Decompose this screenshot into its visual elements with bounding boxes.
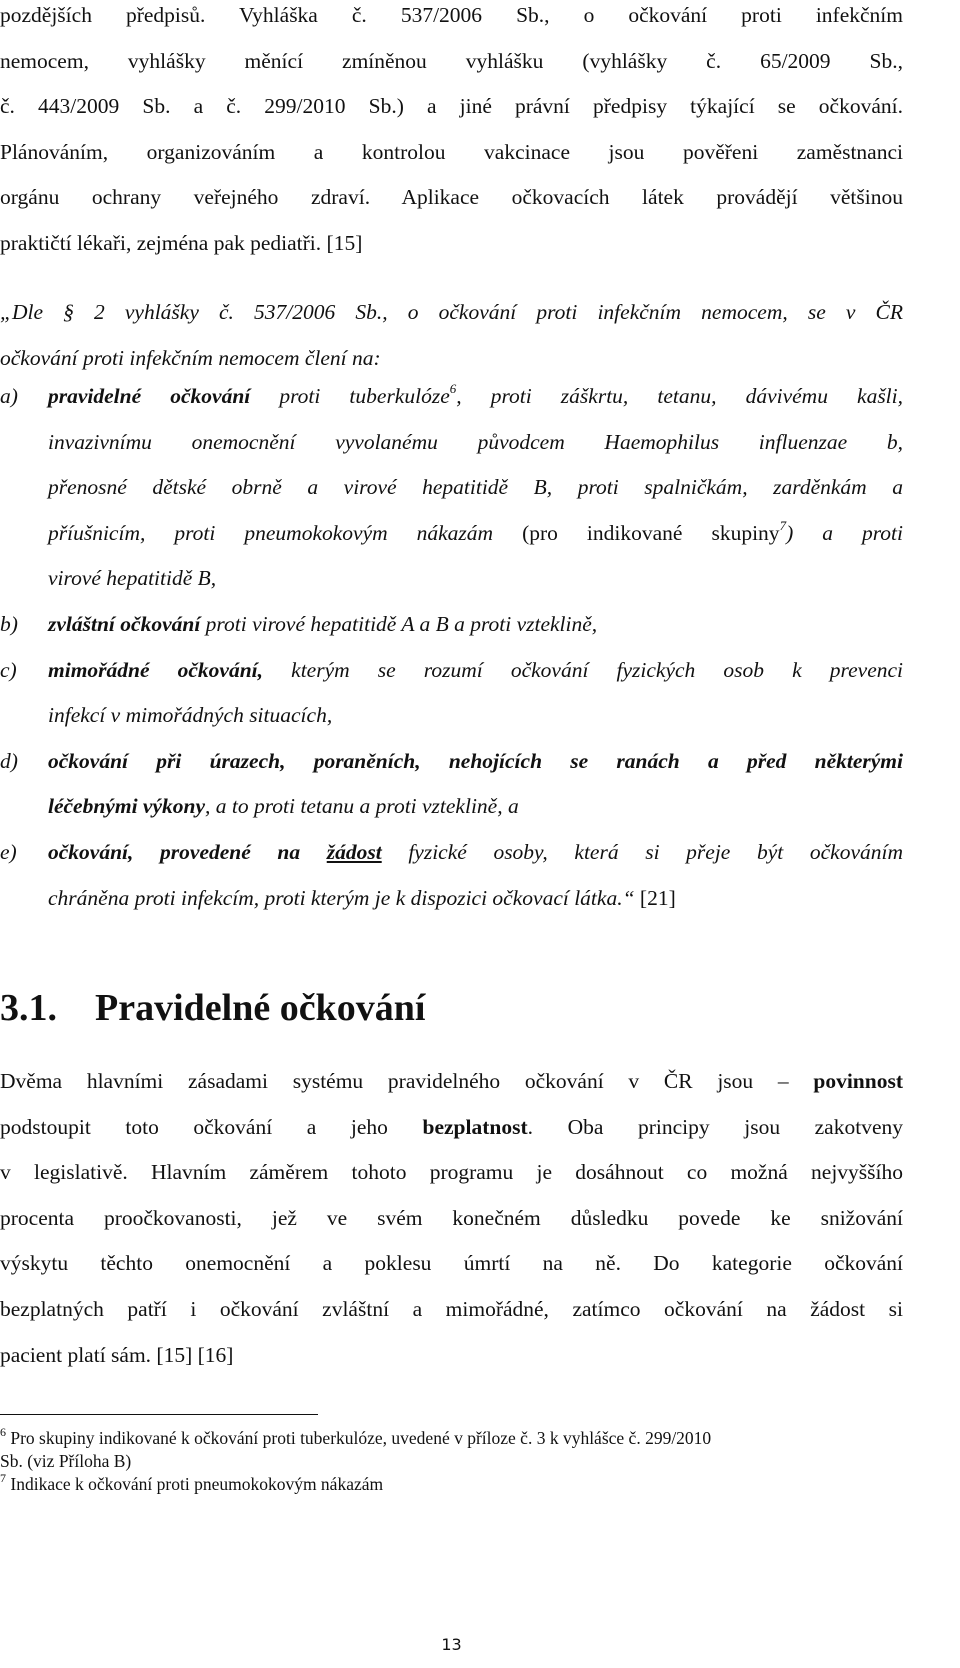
footnote-number: 6 xyxy=(0,1425,6,1440)
intro-line: pozdějších předpisů. Vyhláška č. 537/2006 Sb., o očkování proti infekčním xyxy=(0,3,903,27)
item-text: fyzické osoby, která si přeje být očkováním xyxy=(381,839,903,864)
footnotes xyxy=(0,1427,903,1496)
term-bold: léčebnými výkony xyxy=(48,794,206,819)
footnote-ref: 7 xyxy=(779,517,787,533)
section-heading xyxy=(0,978,425,1038)
footnote-6 xyxy=(0,1427,903,1450)
list-marker: b) xyxy=(0,611,18,636)
list-marker: e) xyxy=(0,839,17,864)
intro-line: orgánu ochrany veřejného zdraví. Aplikace očkovacích látek provádějí většinou xyxy=(0,185,903,210)
body-text: v legislativě. Hlavním záměrem tohoto programu je dosáhnout co možná nejvyššího xyxy=(0,1160,903,1185)
footnote-6-cont: Sb. (viz Příloha B) xyxy=(0,1451,132,1471)
footnote-text: Pro skupiny indikované k očkování proti tuberkulóze, uvedené v příloze č. 3 k vyhlášce č. 299/2010 xyxy=(6,1428,712,1448)
item-text: proti virové hepatitidě A a B a proti vzteklině, xyxy=(200,611,598,636)
vaccination-types-list xyxy=(0,374,903,921)
list-marker: c) xyxy=(0,657,17,682)
footnote-number: 7 xyxy=(0,1471,6,1486)
citation: [21] xyxy=(634,885,676,910)
body-text: Dvěma hlavními zásadami systému pravidelného očkování v ČR jsou – xyxy=(0,1069,814,1093)
emphasis: povinnost xyxy=(813,1069,903,1093)
item-text: příušnicím, proti pneumokokovým nákazám xyxy=(48,520,494,545)
footnote-text: Indikace k očkování proti pneumokokovým nákazám xyxy=(6,1474,384,1494)
item-text: , proti záškrtu, tetanu, dávivému kašli, xyxy=(456,384,904,408)
quote-line: očkování proti infekčním nemocem člení na: xyxy=(0,345,381,370)
body-paragraph xyxy=(0,1059,903,1378)
body-text: bezplatných patří i očkování zvláštní a mimořádné, zatímco očkování na žádost si xyxy=(0,1296,903,1321)
intro-line: Plánováním, organizováním a kontrolou vakcinace jsou pověřeni zaměstnanci xyxy=(0,139,903,164)
term-bold: očkování, xyxy=(48,839,134,864)
term-bold: provedené na xyxy=(133,839,327,864)
intro-paragraph xyxy=(0,0,903,267)
term-bold: pravidelné očkování xyxy=(48,384,251,408)
body-text: pacient platí sám. [15] [16] xyxy=(0,1342,234,1367)
term-bold-underlined: žádost xyxy=(326,839,382,864)
item-text: přenosné dětské obrně a virové hepatitidě B, proti spalničkám, zarděnkám a xyxy=(48,475,903,500)
item-text: infekcí v mimořádných situacích, xyxy=(48,703,333,728)
footnote-7 xyxy=(0,1473,903,1496)
body-text: výskytu těchto onemocnění a poklesu úmrtí na ně. Do kategorie očkování xyxy=(0,1251,903,1276)
intro-line: nemocem, vyhlášky měnící zmíněnou vyhlášku (vyhlášky č. 65/2009 Sb., xyxy=(0,48,903,73)
footnote-ref: 6 xyxy=(449,380,457,396)
list-item-c xyxy=(0,648,903,739)
list-item-b xyxy=(0,602,903,648)
page-number: 13 xyxy=(441,1635,462,1654)
section-title: Pravidelné očkování xyxy=(95,987,426,1029)
quote-intro xyxy=(0,290,903,381)
body-text: procenta proočkovanosti, jež ve svém konečném důsledku povede ke snižování xyxy=(0,1205,903,1230)
intro-line: praktičtí lékaři, zejména pak pediatři. [15] xyxy=(0,230,363,255)
item-text: ) a proti xyxy=(786,520,903,545)
term-bold: zvláštní očkování xyxy=(48,611,201,636)
item-text: chráněna proti infekcím, proti kterým je k dispozici očkovací látka.“ xyxy=(48,885,635,910)
item-text: kterým se rozumí očkování fyzických osob k prevenci xyxy=(263,657,904,682)
term-bold: mimořádné očkování, xyxy=(48,657,264,682)
item-text: virové hepatitidě B, xyxy=(48,566,217,591)
quote-line: „Dle § 2 vyhlášky č. 537/2006 Sb., o očkování proti infekčním nemocem, se v ČR xyxy=(0,300,903,324)
term-bold: očkování při úrazech, poraněních, nehojících se ranách a před některými xyxy=(48,748,903,773)
footnote-separator xyxy=(0,1414,318,1415)
list-item-a xyxy=(0,374,903,602)
item-text: (pro indikované skupiny xyxy=(493,520,780,545)
list-item-e xyxy=(0,830,903,921)
emphasis: bezplatnost xyxy=(422,1114,528,1139)
intro-line: č. 443/2009 Sb. a č. 299/2010 Sb.) a jiné právní předpisy týkající se očkování. xyxy=(0,94,903,119)
list-marker: a) xyxy=(0,384,18,408)
body-text: . Oba principy jsou zakotveny xyxy=(527,1114,903,1139)
item-text: , a to proti tetanu a proti vzteklině, a xyxy=(205,794,519,819)
item-text: proti tuberkulóze xyxy=(250,384,450,408)
body-text: podstoupit toto očkování a jeho xyxy=(0,1114,423,1139)
item-text: invazivnímu onemocnění vyvolanému původcem Haemophilus influenzae b, xyxy=(48,429,903,454)
section-number: 3.1. xyxy=(0,987,57,1029)
list-item-d xyxy=(0,739,903,830)
list-marker: d) xyxy=(0,748,18,773)
